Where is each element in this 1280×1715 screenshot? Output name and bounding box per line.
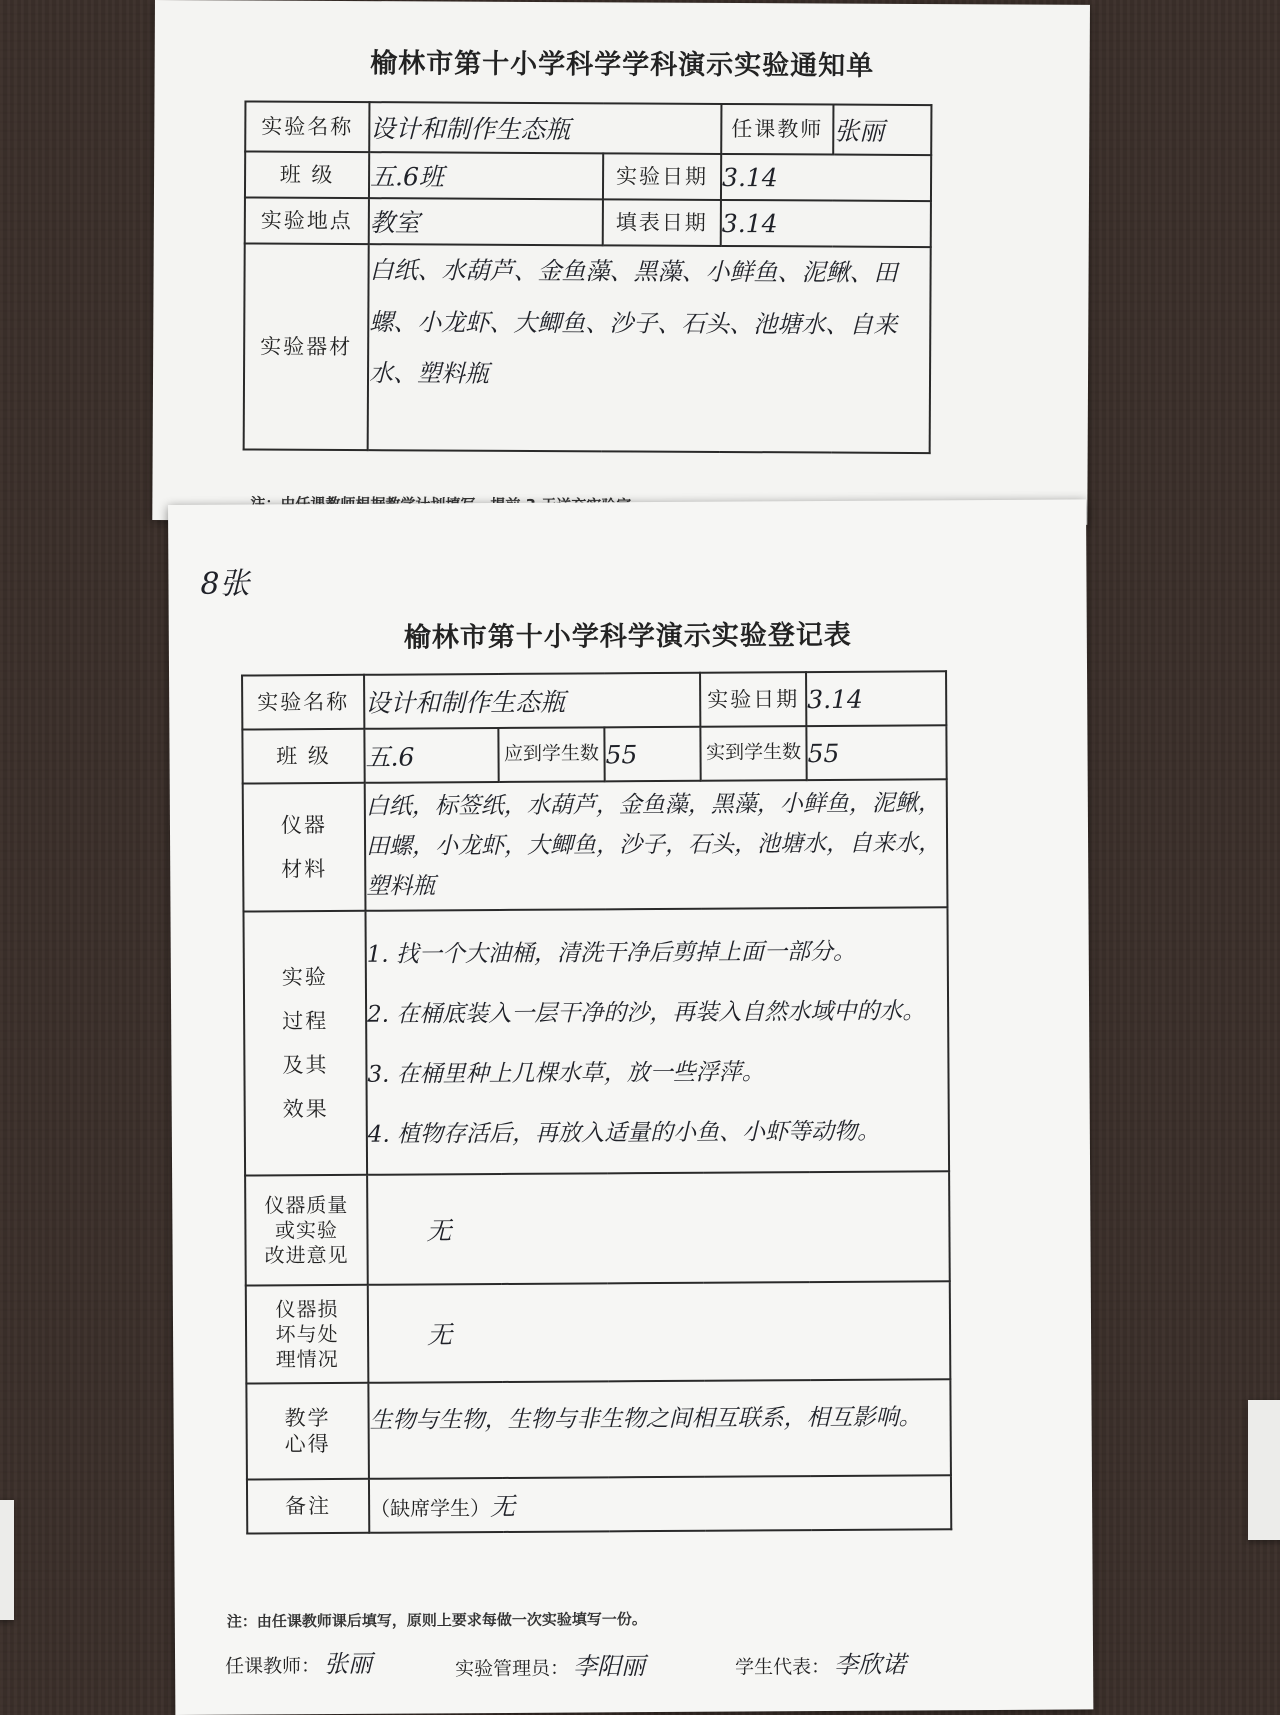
label-experiment-name: 实验名称 — [245, 101, 369, 152]
label-expected-students: 应到学生数 — [498, 727, 604, 782]
label-remarks: 备注 — [247, 1479, 369, 1534]
value-experiment-name: 设计和制作生态瓶 — [369, 102, 721, 154]
label-class: 班 级 — [242, 729, 364, 784]
label-class: 班 级 — [245, 151, 369, 198]
label-quality: 仪器质量 或实验 改进意见 — [245, 1175, 368, 1286]
register-sheet — [168, 499, 1093, 1715]
remarks-prefix: （缺席学生） — [370, 1496, 491, 1521]
teacher-signature: 任课教师： 张丽 — [225, 1649, 373, 1679]
notice-title: 榆林市第十小学科学学科演示实验通知单 — [370, 48, 875, 82]
label-reflection: 教学 心得 — [246, 1383, 369, 1480]
process-step: 3. 在桶里种上几棵水草，放一些浮萍。 — [367, 1059, 765, 1088]
register-title: 榆林市第十小学科学演示实验登记表 — [403, 619, 852, 654]
process-step: 4. 植物存活后，再放入适量的小鱼、小虾等动物。 — [367, 1118, 881, 1148]
manager-signature: 实验管理员： 李阳丽 — [455, 1652, 646, 1681]
value-actual-students: 55 — [806, 725, 946, 780]
value-equipment: 白纸、水葫芦、金鱼藻、黑藻、小鲜鱼、泥鳅、田螺、小龙虾、大鲫鱼、沙子、石头、池塘水、自来水、塑料瓶 — [368, 244, 931, 453]
value-fill-date: 3.14 — [721, 200, 931, 247]
signature-row — [225, 1640, 1065, 1689]
label-process: 实验 过程 及其 效果 — [243, 911, 367, 1176]
process-step: 2. 在桶底装入一层干净的沙，再装入自然水域中的水。 — [367, 998, 926, 1028]
process-step: 1. 找一个大油桶，清洗干净后剪掉上面一部分。 — [366, 939, 857, 969]
value-process — [365, 907, 949, 1175]
paper-edge — [0, 1500, 14, 1620]
value-materials: 白纸，标签纸，水葫芦，金鱼藻，黑藻，小鲜鱼，泥鳅，田螺，小龙虾，大鲫鱼，沙子，石头，池塘水，自来水，塑料瓶 — [365, 779, 948, 911]
value-experiment-name: 设计和制作生态瓶 — [364, 673, 700, 729]
label-teacher: 任课教师 — [721, 104, 833, 155]
value-class: 五.6 — [364, 728, 498, 783]
page-count: 8张 — [200, 566, 250, 602]
value-reflection: 生物与生物，生物与非生物之间相互联系，相互影响。 — [368, 1379, 951, 1479]
register-table — [241, 670, 952, 1534]
value-teacher: 张丽 — [833, 105, 931, 156]
value-expected-students: 55 — [604, 727, 700, 782]
remarks-value: 无 — [490, 1491, 516, 1522]
label-experiment-date: 实验日期 — [700, 672, 806, 727]
value-location: 教室 — [369, 198, 603, 245]
label-materials: 仪器 材料 — [243, 783, 366, 912]
value-class: 五.6班 — [369, 152, 603, 199]
value-quality: 无 — [367, 1171, 950, 1285]
value-remarks — [369, 1475, 951, 1533]
label-experiment-date: 实验日期 — [603, 153, 721, 200]
student-signature: 学生代表： 李欣诺 — [735, 1650, 907, 1679]
paper-edge — [1248, 1400, 1280, 1540]
value-experiment-date: 3.14 — [806, 671, 946, 726]
value-damage: 无 — [368, 1281, 951, 1383]
label-damage: 仪器损 坏与处 理情况 — [246, 1285, 369, 1384]
label-location: 实验地点 — [245, 197, 369, 244]
value-experiment-date: 3.14 — [721, 154, 931, 201]
label-experiment-name: 实验名称 — [242, 675, 364, 730]
label-fill-date: 填表日期 — [603, 199, 721, 246]
notice-sheet — [152, 0, 1090, 525]
label-equipment: 实验器材 — [244, 243, 369, 450]
label-actual-students: 实到学生数 — [700, 726, 806, 781]
register-note: 注：由任课教师课后填写，原则上要求每做一次实验填写一份。 — [226, 1610, 647, 1631]
notice-table — [243, 100, 933, 454]
